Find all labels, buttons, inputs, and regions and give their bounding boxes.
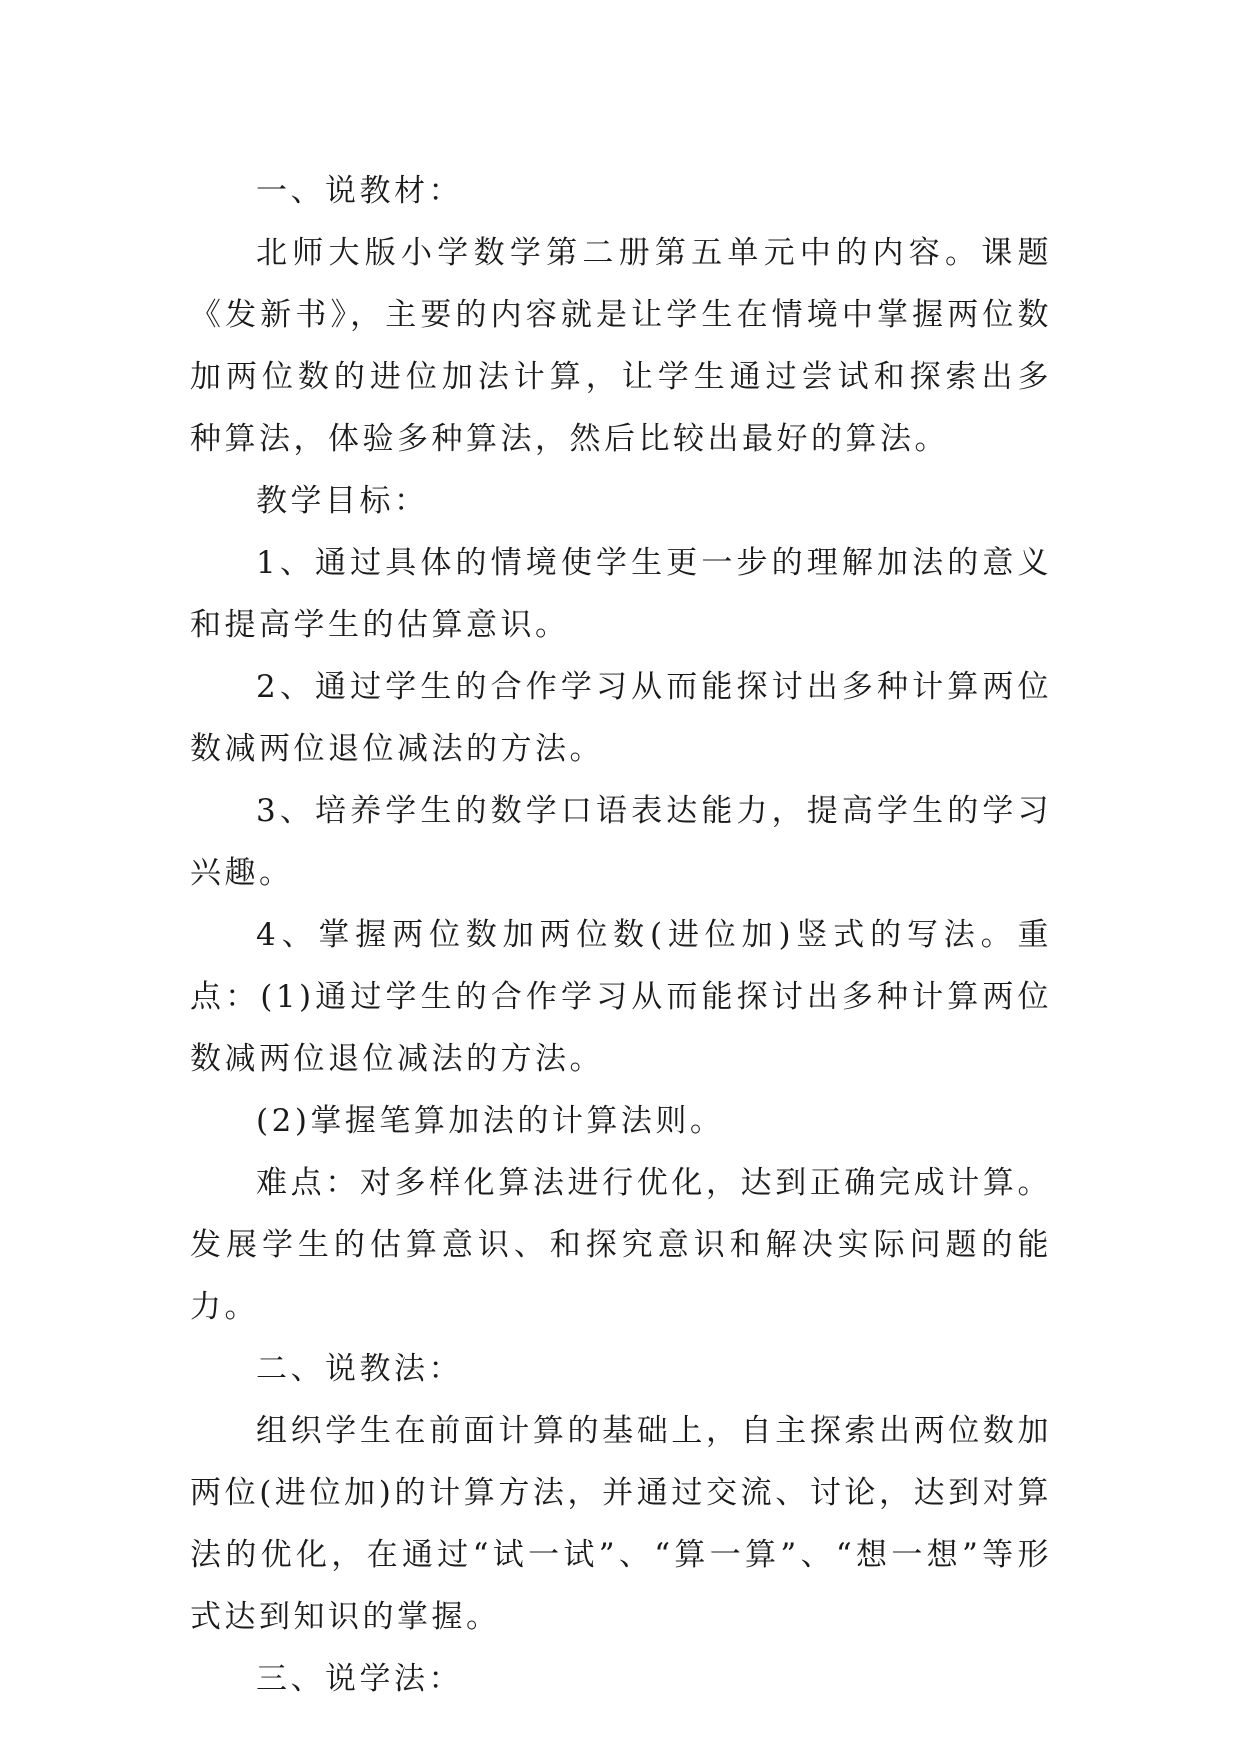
difficulty-paragraph: 难点：对多样化算法进行优化，达到正确完成计算。发展学生的估算意识、和探究意识和解决实际问题的能力。 (190, 1165, 1052, 1325)
goal-item-2: 2、通过学生的合作学习从而能探讨出多种计算两位数减两位退位减法的方法。 (190, 669, 1052, 767)
paragraph-textbook-description: 北师大版小学数学第二册第五单元中的内容。课题《发新书》，主要的内容就是让学生在情境中掌握两位数加两位数的进位加法计算，让学生通过尝试和探索出多种算法，体验多种算法，然后比较出最好的算法。 (190, 235, 1052, 457)
section-heading-teaching-goals: 教学目标： (256, 483, 429, 519)
goal-item-4: 4、掌握两位数加两位数(进位加)竖式的写法。重点：(1)通过学生的合作学习从而能探讨出多种计算两位数减两位退位减法的方法。 (190, 917, 1052, 1077)
section-heading-textbook: 一、说教材： (256, 173, 463, 209)
section-heading-learning-method: 三、说学法： (256, 1661, 463, 1697)
paragraph-teaching-method: 组织学生在前面计算的基础上，自主探索出两位数加两位(进位加)的计算方法，并通过交流、讨论，达到对算法的优化，在通过“试一试”、“算一算”、“想一想”等形式达到知识的掌握。 (190, 1413, 1052, 1635)
document-body (190, 160, 1052, 1710)
section-heading-teaching-method: 二、说教法： (256, 1351, 463, 1387)
key-point-2: (2)掌握笔算加法的计算法则。 (256, 1103, 725, 1139)
goal-item-3: 3、培养学生的数学口语表达能力，提高学生的学习兴趣。 (190, 793, 1052, 891)
goal-item-1: 1、通过具体的情境使学生更一步的理解加法的意义和提高学生的估算意识。 (190, 545, 1052, 643)
